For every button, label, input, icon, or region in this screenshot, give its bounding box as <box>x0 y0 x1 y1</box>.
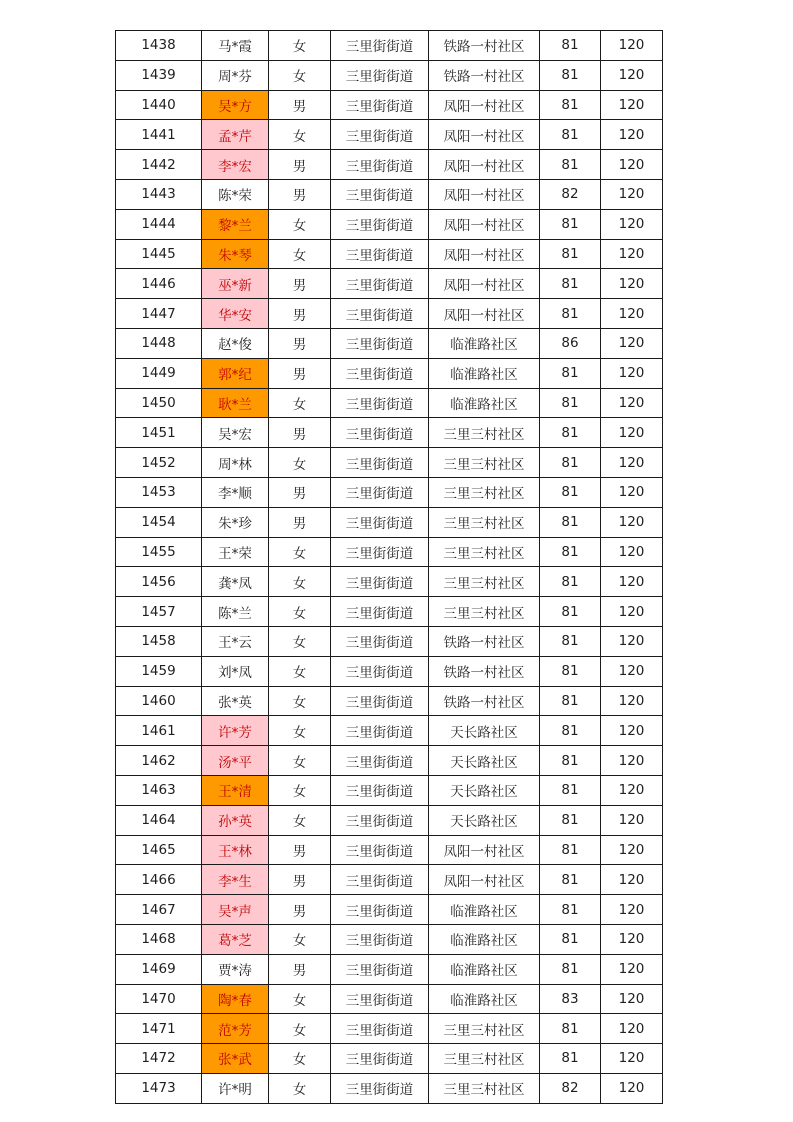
amount-cell: 120 <box>601 328 663 358</box>
age-cell: 81 <box>540 150 601 180</box>
gender-cell: 女 <box>269 239 331 269</box>
id-cell: 1466 <box>116 865 202 895</box>
name-cell: 耿*兰 <box>202 388 269 418</box>
id-cell: 1464 <box>116 805 202 835</box>
amount-cell: 120 <box>601 1014 663 1044</box>
amount-cell: 120 <box>601 924 663 954</box>
street-cell: 三里街街道 <box>331 418 429 448</box>
table-row <box>116 1014 663 1044</box>
table-row <box>116 209 663 239</box>
name-cell: 范*芳 <box>202 1014 269 1044</box>
name-cell: 吴*声 <box>202 895 269 925</box>
id-cell: 1463 <box>116 775 202 805</box>
name-cell: 陈*荣 <box>202 179 269 209</box>
community-cell: 临淮路社区 <box>429 388 540 418</box>
data-sheet <box>115 30 663 1104</box>
street-cell: 三里街街道 <box>331 746 429 776</box>
gender-cell: 女 <box>269 1014 331 1044</box>
name-cell: 朱*琴 <box>202 239 269 269</box>
street-cell: 三里街街道 <box>331 805 429 835</box>
community-cell: 临淮路社区 <box>429 984 540 1014</box>
table-row <box>116 686 663 716</box>
community-cell: 临淮路社区 <box>429 954 540 984</box>
name-cell: 马*霞 <box>202 31 269 61</box>
street-cell: 三里街街道 <box>331 984 429 1014</box>
amount-cell: 120 <box>601 984 663 1014</box>
name-cell: 李*生 <box>202 865 269 895</box>
age-cell: 81 <box>540 716 601 746</box>
name-cell: 王*林 <box>202 835 269 865</box>
name-cell: 张*武 <box>202 1044 269 1074</box>
id-cell: 1449 <box>116 358 202 388</box>
amount-cell: 120 <box>601 477 663 507</box>
id-cell: 1441 <box>116 120 202 150</box>
age-cell: 81 <box>540 924 601 954</box>
community-cell: 临淮路社区 <box>429 358 540 388</box>
table-row <box>116 924 663 954</box>
amount-cell: 120 <box>601 746 663 776</box>
subsidy-table <box>115 30 663 1104</box>
table-row <box>116 358 663 388</box>
amount-cell: 120 <box>601 567 663 597</box>
gender-cell: 男 <box>269 358 331 388</box>
street-cell: 三里街街道 <box>331 835 429 865</box>
id-cell: 1453 <box>116 477 202 507</box>
id-cell: 1467 <box>116 895 202 925</box>
gender-cell: 女 <box>269 209 331 239</box>
table-row <box>116 895 663 925</box>
community-cell: 三里三村社区 <box>429 1014 540 1044</box>
id-cell: 1442 <box>116 150 202 180</box>
name-cell: 刘*凤 <box>202 656 269 686</box>
id-cell: 1456 <box>116 567 202 597</box>
street-cell: 三里街街道 <box>331 477 429 507</box>
age-cell: 82 <box>540 179 601 209</box>
id-cell: 1443 <box>116 179 202 209</box>
gender-cell: 女 <box>269 805 331 835</box>
street-cell: 三里街街道 <box>331 31 429 61</box>
street-cell: 三里街街道 <box>331 626 429 656</box>
community-cell: 三里三村社区 <box>429 448 540 478</box>
gender-cell: 女 <box>269 60 331 90</box>
amount-cell: 120 <box>601 835 663 865</box>
street-cell: 三里街街道 <box>331 954 429 984</box>
table-row <box>116 716 663 746</box>
community-cell: 凤阳一村社区 <box>429 209 540 239</box>
community-cell: 三里三村社区 <box>429 597 540 627</box>
gender-cell: 女 <box>269 1044 331 1074</box>
name-cell: 龚*凤 <box>202 567 269 597</box>
street-cell: 三里街街道 <box>331 328 429 358</box>
gender-cell: 女 <box>269 626 331 656</box>
community-cell: 铁路一村社区 <box>429 626 540 656</box>
street-cell: 三里街街道 <box>331 90 429 120</box>
name-cell: 李*顺 <box>202 477 269 507</box>
age-cell: 86 <box>540 328 601 358</box>
age-cell: 81 <box>540 686 601 716</box>
name-cell: 王*云 <box>202 626 269 656</box>
amount-cell: 120 <box>601 507 663 537</box>
age-cell: 81 <box>540 418 601 448</box>
street-cell: 三里街街道 <box>331 1073 429 1103</box>
age-cell: 81 <box>540 597 601 627</box>
amount-cell: 120 <box>601 686 663 716</box>
name-cell: 周*林 <box>202 448 269 478</box>
street-cell: 三里街街道 <box>331 179 429 209</box>
age-cell: 81 <box>540 60 601 90</box>
community-cell: 三里三村社区 <box>429 1073 540 1103</box>
gender-cell: 男 <box>269 835 331 865</box>
id-cell: 1458 <box>116 626 202 656</box>
age-cell: 81 <box>540 239 601 269</box>
age-cell: 81 <box>540 448 601 478</box>
age-cell: 81 <box>540 805 601 835</box>
table-row <box>116 418 663 448</box>
name-cell: 孙*英 <box>202 805 269 835</box>
table-row <box>116 805 663 835</box>
street-cell: 三里街街道 <box>331 1044 429 1074</box>
amount-cell: 120 <box>601 448 663 478</box>
id-cell: 1470 <box>116 984 202 1014</box>
id-cell: 1460 <box>116 686 202 716</box>
name-cell: 周*芬 <box>202 60 269 90</box>
table-row <box>116 626 663 656</box>
name-cell: 贾*涛 <box>202 954 269 984</box>
community-cell: 天长路社区 <box>429 805 540 835</box>
gender-cell: 女 <box>269 567 331 597</box>
community-cell: 临淮路社区 <box>429 328 540 358</box>
name-cell: 陈*兰 <box>202 597 269 627</box>
table-row <box>116 984 663 1014</box>
id-cell: 1465 <box>116 835 202 865</box>
name-cell: 李*宏 <box>202 150 269 180</box>
street-cell: 三里街街道 <box>331 209 429 239</box>
gender-cell: 男 <box>269 269 331 299</box>
name-cell: 王*荣 <box>202 537 269 567</box>
community-cell: 凤阳一村社区 <box>429 239 540 269</box>
community-cell: 三里三村社区 <box>429 418 540 448</box>
table-row <box>116 954 663 984</box>
amount-cell: 120 <box>601 31 663 61</box>
amount-cell: 120 <box>601 269 663 299</box>
id-cell: 1447 <box>116 299 202 329</box>
street-cell: 三里街街道 <box>331 507 429 537</box>
street-cell: 三里街街道 <box>331 895 429 925</box>
community-cell: 铁路一村社区 <box>429 686 540 716</box>
age-cell: 81 <box>540 895 601 925</box>
name-cell: 朱*珍 <box>202 507 269 537</box>
gender-cell: 女 <box>269 1073 331 1103</box>
table-row <box>116 597 663 627</box>
age-cell: 81 <box>540 865 601 895</box>
community-cell: 三里三村社区 <box>429 477 540 507</box>
amount-cell: 120 <box>601 209 663 239</box>
gender-cell: 男 <box>269 507 331 537</box>
community-cell: 天长路社区 <box>429 775 540 805</box>
amount-cell: 120 <box>601 90 663 120</box>
table-row <box>116 537 663 567</box>
table-row <box>116 448 663 478</box>
table-row <box>116 507 663 537</box>
id-cell: 1438 <box>116 31 202 61</box>
age-cell: 81 <box>540 269 601 299</box>
gender-cell: 女 <box>269 775 331 805</box>
amount-cell: 120 <box>601 239 663 269</box>
age-cell: 83 <box>540 984 601 1014</box>
amount-cell: 120 <box>601 805 663 835</box>
id-cell: 1462 <box>116 746 202 776</box>
name-cell: 吴*方 <box>202 90 269 120</box>
amount-cell: 120 <box>601 1073 663 1103</box>
gender-cell: 男 <box>269 179 331 209</box>
street-cell: 三里街街道 <box>331 150 429 180</box>
age-cell: 81 <box>540 835 601 865</box>
amount-cell: 120 <box>601 537 663 567</box>
id-cell: 1455 <box>116 537 202 567</box>
table-row <box>116 31 663 61</box>
gender-cell: 女 <box>269 716 331 746</box>
amount-cell: 120 <box>601 865 663 895</box>
age-cell: 81 <box>540 358 601 388</box>
street-cell: 三里街街道 <box>331 1014 429 1044</box>
community-cell: 铁路一村社区 <box>429 31 540 61</box>
age-cell: 81 <box>540 775 601 805</box>
age-cell: 81 <box>540 299 601 329</box>
id-cell: 1451 <box>116 418 202 448</box>
name-cell: 葛*芝 <box>202 924 269 954</box>
age-cell: 81 <box>540 388 601 418</box>
id-cell: 1448 <box>116 328 202 358</box>
community-cell: 凤阳一村社区 <box>429 120 540 150</box>
street-cell: 三里街街道 <box>331 299 429 329</box>
gender-cell: 女 <box>269 686 331 716</box>
name-cell: 许*明 <box>202 1073 269 1103</box>
street-cell: 三里街街道 <box>331 358 429 388</box>
table-row <box>116 835 663 865</box>
street-cell: 三里街街道 <box>331 60 429 90</box>
table-body <box>116 31 663 1104</box>
name-cell: 许*芳 <box>202 716 269 746</box>
amount-cell: 120 <box>601 179 663 209</box>
gender-cell: 女 <box>269 31 331 61</box>
community-cell: 铁路一村社区 <box>429 656 540 686</box>
name-cell: 孟*芹 <box>202 120 269 150</box>
community-cell: 凤阳一村社区 <box>429 269 540 299</box>
table-row <box>116 90 663 120</box>
age-cell: 81 <box>540 1044 601 1074</box>
table-row <box>116 1044 663 1074</box>
id-cell: 1440 <box>116 90 202 120</box>
street-cell: 三里街街道 <box>331 567 429 597</box>
age-cell: 81 <box>540 477 601 507</box>
gender-cell: 女 <box>269 924 331 954</box>
age-cell: 81 <box>540 507 601 537</box>
id-cell: 1445 <box>116 239 202 269</box>
gender-cell: 男 <box>269 865 331 895</box>
community-cell: 三里三村社区 <box>429 567 540 597</box>
street-cell: 三里街街道 <box>331 865 429 895</box>
street-cell: 三里街街道 <box>331 537 429 567</box>
table-row <box>116 775 663 805</box>
amount-cell: 120 <box>601 954 663 984</box>
community-cell: 凤阳一村社区 <box>429 865 540 895</box>
amount-cell: 120 <box>601 418 663 448</box>
gender-cell: 男 <box>269 954 331 984</box>
name-cell: 赵*俊 <box>202 328 269 358</box>
table-row <box>116 60 663 90</box>
table-row <box>116 299 663 329</box>
id-cell: 1444 <box>116 209 202 239</box>
amount-cell: 120 <box>601 299 663 329</box>
gender-cell: 男 <box>269 299 331 329</box>
name-cell: 华*安 <box>202 299 269 329</box>
street-cell: 三里街街道 <box>331 924 429 954</box>
table-row <box>116 656 663 686</box>
street-cell: 三里街街道 <box>331 239 429 269</box>
amount-cell: 120 <box>601 150 663 180</box>
name-cell: 张*英 <box>202 686 269 716</box>
street-cell: 三里街街道 <box>331 269 429 299</box>
id-cell: 1457 <box>116 597 202 627</box>
id-cell: 1468 <box>116 924 202 954</box>
gender-cell: 女 <box>269 448 331 478</box>
id-cell: 1472 <box>116 1044 202 1074</box>
age-cell: 82 <box>540 1073 601 1103</box>
table-row <box>116 567 663 597</box>
age-cell: 81 <box>540 209 601 239</box>
amount-cell: 120 <box>601 775 663 805</box>
table-row <box>116 120 663 150</box>
amount-cell: 120 <box>601 1044 663 1074</box>
name-cell: 黎*兰 <box>202 209 269 239</box>
community-cell: 三里三村社区 <box>429 507 540 537</box>
age-cell: 81 <box>540 90 601 120</box>
community-cell: 凤阳一村社区 <box>429 90 540 120</box>
gender-cell: 女 <box>269 597 331 627</box>
name-cell: 巫*新 <box>202 269 269 299</box>
age-cell: 81 <box>540 656 601 686</box>
amount-cell: 120 <box>601 120 663 150</box>
community-cell: 三里三村社区 <box>429 537 540 567</box>
street-cell: 三里街街道 <box>331 656 429 686</box>
street-cell: 三里街街道 <box>331 597 429 627</box>
amount-cell: 120 <box>601 597 663 627</box>
street-cell: 三里街街道 <box>331 686 429 716</box>
gender-cell: 女 <box>269 984 331 1014</box>
gender-cell: 男 <box>269 90 331 120</box>
gender-cell: 男 <box>269 418 331 448</box>
id-cell: 1450 <box>116 388 202 418</box>
community-cell: 铁路一村社区 <box>429 60 540 90</box>
amount-cell: 120 <box>601 656 663 686</box>
gender-cell: 男 <box>269 477 331 507</box>
age-cell: 81 <box>540 31 601 61</box>
street-cell: 三里街街道 <box>331 775 429 805</box>
table-row <box>116 388 663 418</box>
table-row <box>116 1073 663 1103</box>
community-cell: 凤阳一村社区 <box>429 299 540 329</box>
table-row <box>116 865 663 895</box>
gender-cell: 男 <box>269 328 331 358</box>
id-cell: 1471 <box>116 1014 202 1044</box>
amount-cell: 120 <box>601 60 663 90</box>
name-cell: 吴*宏 <box>202 418 269 448</box>
amount-cell: 120 <box>601 895 663 925</box>
table-row <box>116 477 663 507</box>
id-cell: 1473 <box>116 1073 202 1103</box>
age-cell: 81 <box>540 746 601 776</box>
table-row <box>116 269 663 299</box>
gender-cell: 女 <box>269 746 331 776</box>
community-cell: 三里三村社区 <box>429 1044 540 1074</box>
name-cell: 汤*平 <box>202 746 269 776</box>
table-row <box>116 239 663 269</box>
amount-cell: 120 <box>601 716 663 746</box>
id-cell: 1469 <box>116 954 202 984</box>
table-row <box>116 328 663 358</box>
id-cell: 1454 <box>116 507 202 537</box>
table-row <box>116 179 663 209</box>
table-row <box>116 746 663 776</box>
age-cell: 81 <box>540 1014 601 1044</box>
community-cell: 凤阳一村社区 <box>429 835 540 865</box>
amount-cell: 120 <box>601 626 663 656</box>
age-cell: 81 <box>540 626 601 656</box>
community-cell: 凤阳一村社区 <box>429 179 540 209</box>
amount-cell: 120 <box>601 358 663 388</box>
name-cell: 郭*纪 <box>202 358 269 388</box>
age-cell: 81 <box>540 537 601 567</box>
street-cell: 三里街街道 <box>331 388 429 418</box>
community-cell: 天长路社区 <box>429 716 540 746</box>
street-cell: 三里街街道 <box>331 716 429 746</box>
age-cell: 81 <box>540 120 601 150</box>
amount-cell: 120 <box>601 388 663 418</box>
gender-cell: 女 <box>269 537 331 567</box>
community-cell: 凤阳一村社区 <box>429 150 540 180</box>
street-cell: 三里街街道 <box>331 448 429 478</box>
id-cell: 1452 <box>116 448 202 478</box>
community-cell: 临淮路社区 <box>429 924 540 954</box>
id-cell: 1446 <box>116 269 202 299</box>
name-cell: 王*清 <box>202 775 269 805</box>
gender-cell: 女 <box>269 120 331 150</box>
age-cell: 81 <box>540 567 601 597</box>
id-cell: 1439 <box>116 60 202 90</box>
gender-cell: 男 <box>269 150 331 180</box>
gender-cell: 女 <box>269 656 331 686</box>
street-cell: 三里街街道 <box>331 120 429 150</box>
table-row <box>116 150 663 180</box>
id-cell: 1459 <box>116 656 202 686</box>
gender-cell: 女 <box>269 388 331 418</box>
community-cell: 临淮路社区 <box>429 895 540 925</box>
age-cell: 81 <box>540 954 601 984</box>
gender-cell: 男 <box>269 895 331 925</box>
id-cell: 1461 <box>116 716 202 746</box>
community-cell: 天长路社区 <box>429 746 540 776</box>
name-cell: 陶*春 <box>202 984 269 1014</box>
